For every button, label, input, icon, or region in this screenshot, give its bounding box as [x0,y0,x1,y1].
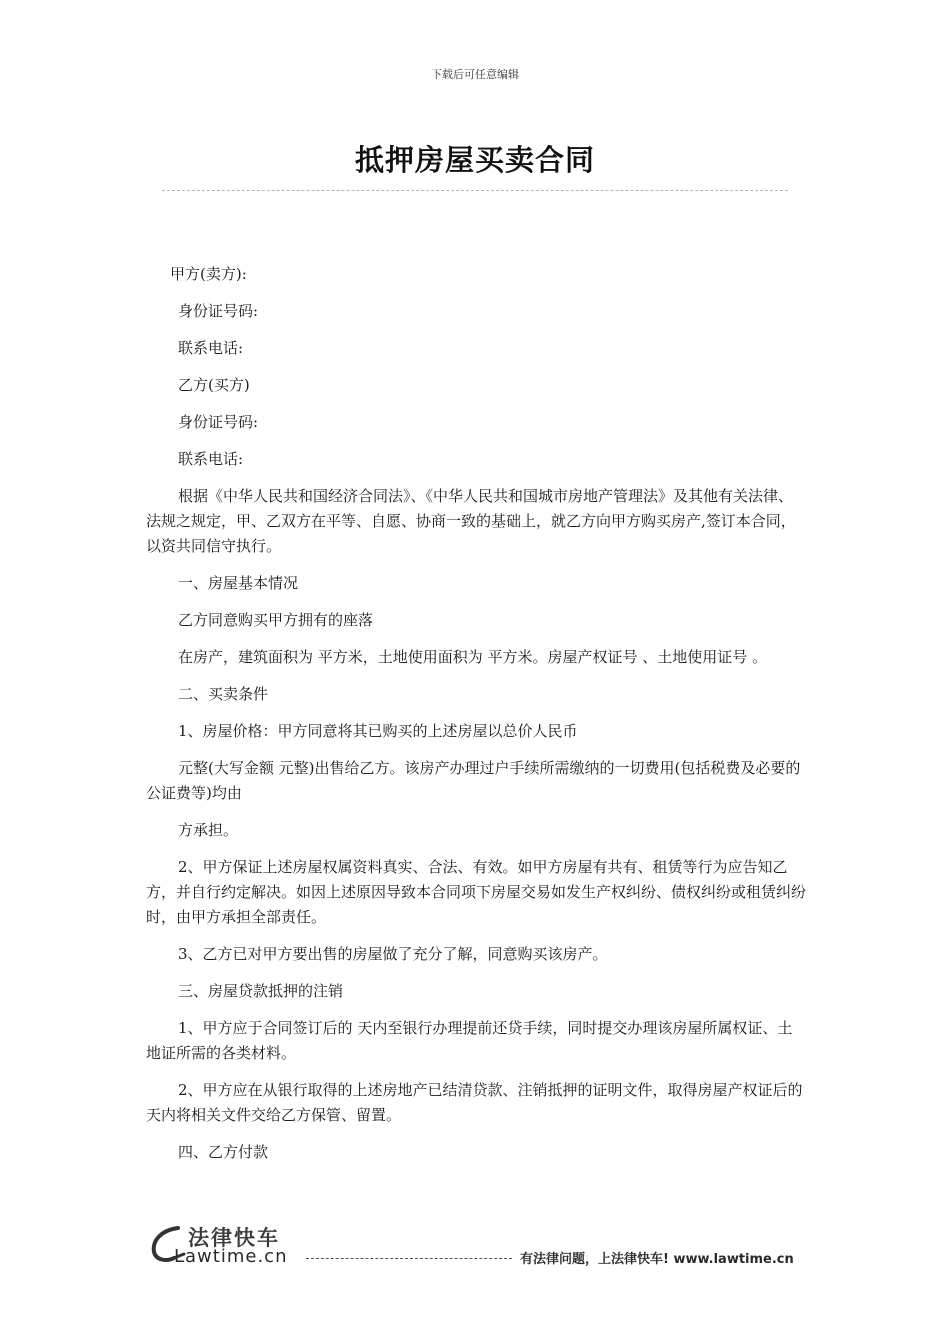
clause-paragraph: 2、甲方应在从银行取得的上述房地产已结清贷款、注销抵押的证明文件，取得房屋产权证后的 天内将相关文件交给乙方保管、留置。 [146,1081,803,1124]
clause-paragraph: 在房产，建筑面积为 平方米，土地使用面积为 平方米。房屋产权证号 、土地使用证号 。 [178,648,768,666]
clause-paragraph: 3、乙方已对甲方要出售的房屋做了充分了解，同意购买该房产。 [178,945,608,963]
contract-body [146,262,806,1177]
clause-paragraph: 1、甲方应于合同签订后的 天内至银行办理提前还贷手续，同时提交办理该房屋所属权证、土地证所需的各类材料。 [146,1019,793,1062]
clause-paragraph: 乙方同意购买甲方拥有的座落 [178,611,374,629]
section-heading-3: 三、房屋贷款抵押的注销 [178,982,344,1000]
header-note: 下载后可任意编辑 [431,68,519,81]
party-b-phone-label: 联系电话: [178,450,244,468]
section-heading-2: 二、买卖条件 [178,685,269,703]
party-a-phone-label: 联系电话: [178,339,244,357]
footer-slogan[interactable]: 有法律问题，上法律快车! www.lawtime.cn [520,1252,794,1267]
footer-banner [148,1222,808,1268]
footer-divider [306,1258,512,1259]
logo-chinese-text: 法律快车 [188,1226,280,1250]
clause-paragraph: 2、甲方保证上述房屋权属资料真实、合法、有效。如甲方房屋有共有、租赁等行为应告知乙方，并自行约定解决。如因上述原因导致本合同项下房屋交易如发生产权纠纷、债权纠纷或租赁纠纷时，由甲方承担全部责任。 [146,858,807,926]
section-heading-4: 四、乙方付款 [178,1143,269,1161]
party-a-label: 甲方(卖方): [170,265,247,283]
document-title: 抵押房屋买卖合同 [354,143,595,177]
section-heading-1: 一、房屋基本情况 [178,574,299,592]
title-divider [162,190,788,191]
logo-english-text: Lawtime.cn [174,1246,288,1267]
clause-paragraph: 方承担。 [178,821,239,839]
clause-paragraph: 元整(大写金额 元整)出售给乙方。该房产办理过户手续所需缴纳的一切费用(包括税费及必要的公证费等)均由 [146,759,801,802]
party-b-label: 乙方(买方) [178,376,250,394]
preamble-paragraph: 根据《中华人民共和国经济合同法》、《中华人民共和国城市房地产管理法》及其他有关法律、法规之规定，甲、乙双方在平等、自愿、协商一致的基础上，就乙方向甲方购买房产,签订本合同，以资共同信守执行。 [146,487,796,555]
party-a-id-label: 身份证号码: [178,302,259,320]
clause-paragraph: 1、房屋价格：甲方同意将其已购买的上述房屋以总价人民币 [178,722,578,740]
party-b-id-label: 身份证号码: [178,413,259,431]
